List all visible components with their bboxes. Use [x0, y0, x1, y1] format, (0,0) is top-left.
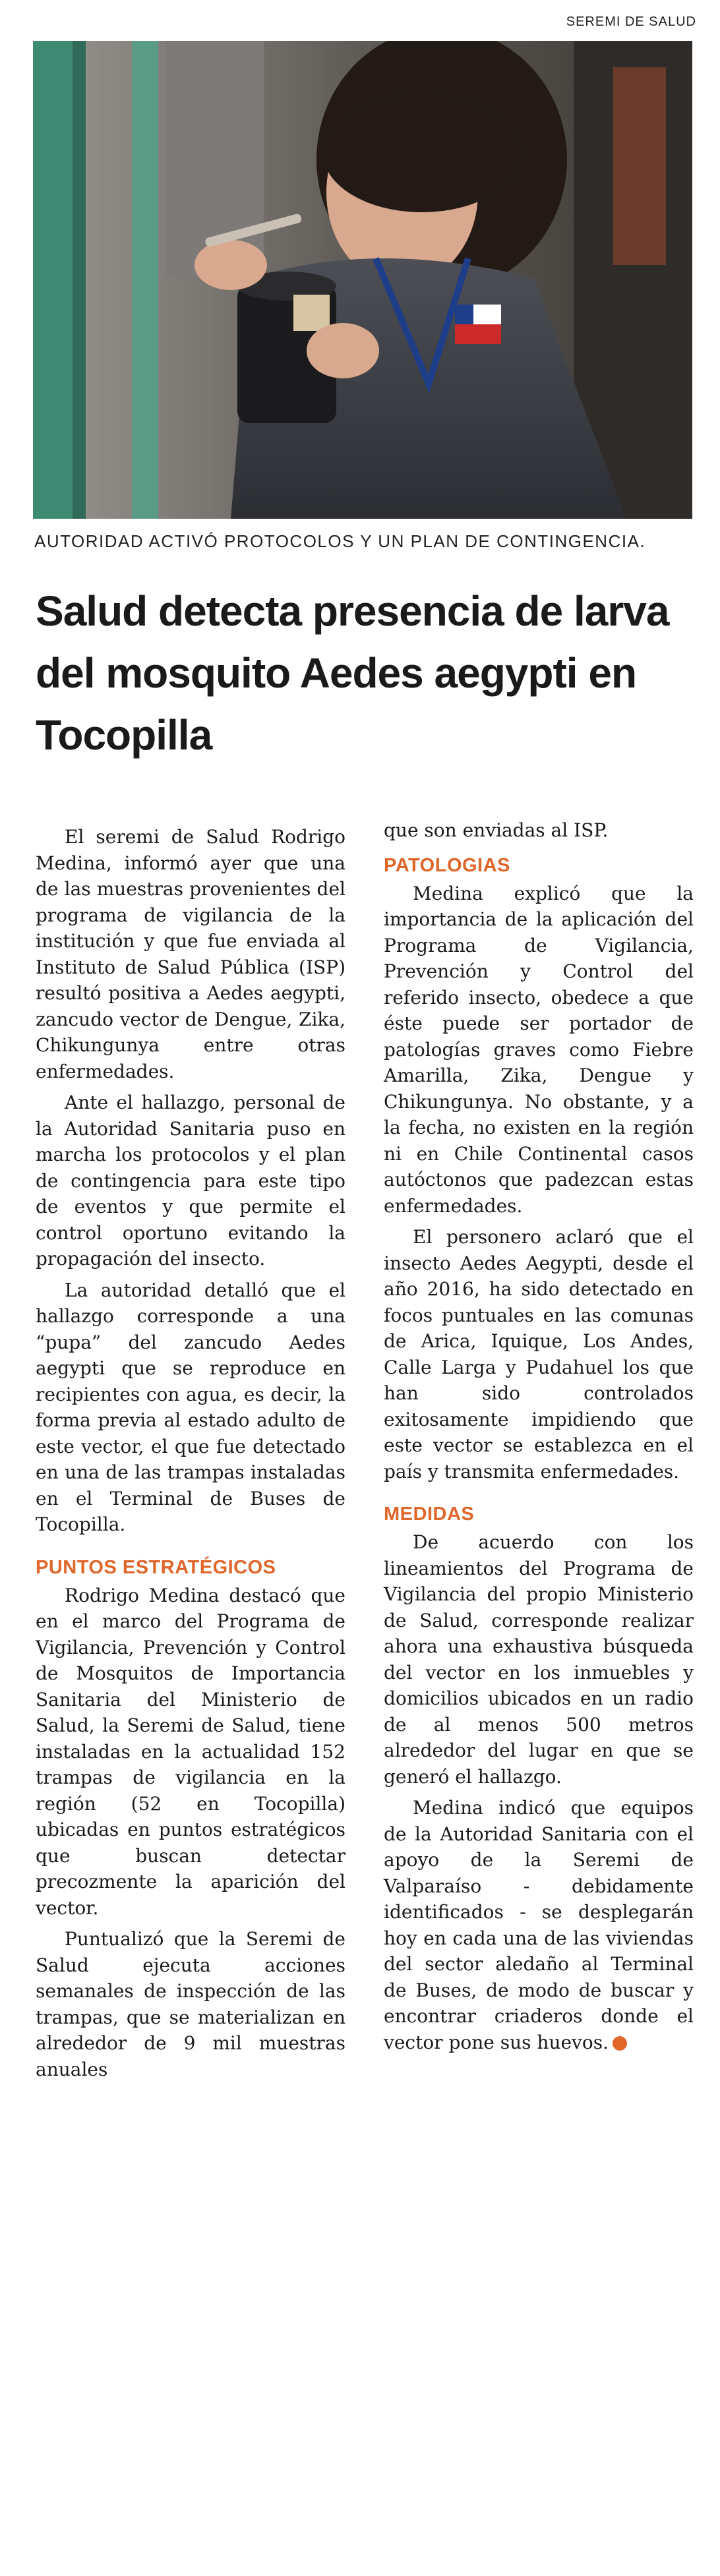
- body-paragraph: Puntualizó que la Seremi de Salud ejecuta acciones semanales de inspección de las trampas, que se materializan en alrededor de 9 mil muestras anuales: [36, 1928, 345, 2080]
- subhead-patologias: PATOLOGIAS: [384, 854, 510, 876]
- article-column-right: [384, 817, 694, 2061]
- headline: Salud detecta presencia de larva del mosquito Aedes aegypti en Tocopilla: [36, 587, 669, 759]
- body-paragraph-last: [384, 1795, 694, 2055]
- article-photo: [33, 41, 692, 519]
- photo-icon: [33, 41, 692, 519]
- body-paragraph: De acuerdo con los lineamientos del Programa de Vigilancia del propio Ministerio de Salud, corresponde realizar ahora una exhaustiva búsqueda del vector en los inmuebles y domicilios ubicados en un radio de al menos 500 metros alrededor del lugar en que se generó el hallazgo.: [384, 1531, 694, 1788]
- end-mark-icon: ✪: [613, 2036, 627, 2051]
- body-paragraph-continuation: que son enviadas al ISP.: [384, 819, 609, 841]
- body-paragraph: Ante el hallazgo, personal de la Autoridad Sanitaria puso en marcha los protocolos y el plan de contingencia para este tipo de eventos y que permite el control oportuno evitando la propagación del insecto.: [36, 1092, 345, 1270]
- body-paragraph: La autoridad detalló que el hallazgo corresponde a una “pupa” del zancudo Aedes aegypti que se reproduce en recipientes con agua, es decir, la forma previa al estado adulto de este vector, el que fue detectado en una de las trampas instaladas en el Terminal de Buses de Tocopilla.: [36, 1279, 345, 1535]
- body-paragraph: El seremi de Salud Rodrigo Medina, informó ayer que una de las muestras provenientes del programa de vigilancia de la institución y que fue enviada al Instituto de Salud Pública (ISP) resultó positiva a Aedes aegypti, zancudo vector de Dengue, Zika, Chikungunya entre otras enfermedades.: [36, 826, 345, 1082]
- subhead-medidas: MEDIDAS: [384, 1504, 475, 1525]
- body-paragraph: Rodrigo Medina destacó que en el marco del Programa de Vigilancia, Prevención y Control de Mosquitos de Importancia Sanitaria del Ministerio de Salud, la Seremi de Salud, tiene instaladas en la actualidad 152 trampas de vigilancia en la región (52 en Tocopilla) ubicadas en puntos estratégicos que buscan detectar precozmente la aparición del vector.: [36, 1584, 345, 1919]
- photo-caption: AUTORIDAD ACTIVÓ PROTOCOLOS Y UN PLAN DE CONTINGENCIA.: [34, 531, 646, 551]
- section-label: SEREMI DE SALUD: [566, 15, 696, 29]
- article-column-left: [36, 824, 345, 2088]
- last-paragraph-text: Medina indicó que equipos de la Autoridad Sanitaria con el apoyo de la Seremi de Valparaíso - debidamente identificados - se desplegarán hoy en cada una de las viviendas del sector aledaño al Terminal de Buses, de modo de buscar y encontrar criaderos donde el vector pone sus huevos.: [384, 1797, 694, 2053]
- body-paragraph: El personero aclaró que el insecto Aedes Aegypti, desde el año 2016, ha sido detectado en focos puntuales en las comunas de Arica, Iquique, Los Andes, Calle Larga y Pudahuel los que han sido controlados exitosamente impidiendo que este vector se establezca en el país y transmita enfermedades.: [384, 1226, 694, 1482]
- subhead-puntos-estrategicos: PUNTOS ESTRATÉGICOS: [36, 1556, 276, 1578]
- body-paragraph: Medina explicó que la importancia de la aplicación del Programa de Vigilancia, Prevención y Control del referido insecto, obedece a que éste puede ser portador de patologías graves como Fiebre Amarilla, Zika, Dengue y Chikungunya. No obstante, y a la fecha, no existen en la región ni en Chile Continental casos autóctonos que padezcan estas enfermedades.: [384, 882, 694, 1217]
